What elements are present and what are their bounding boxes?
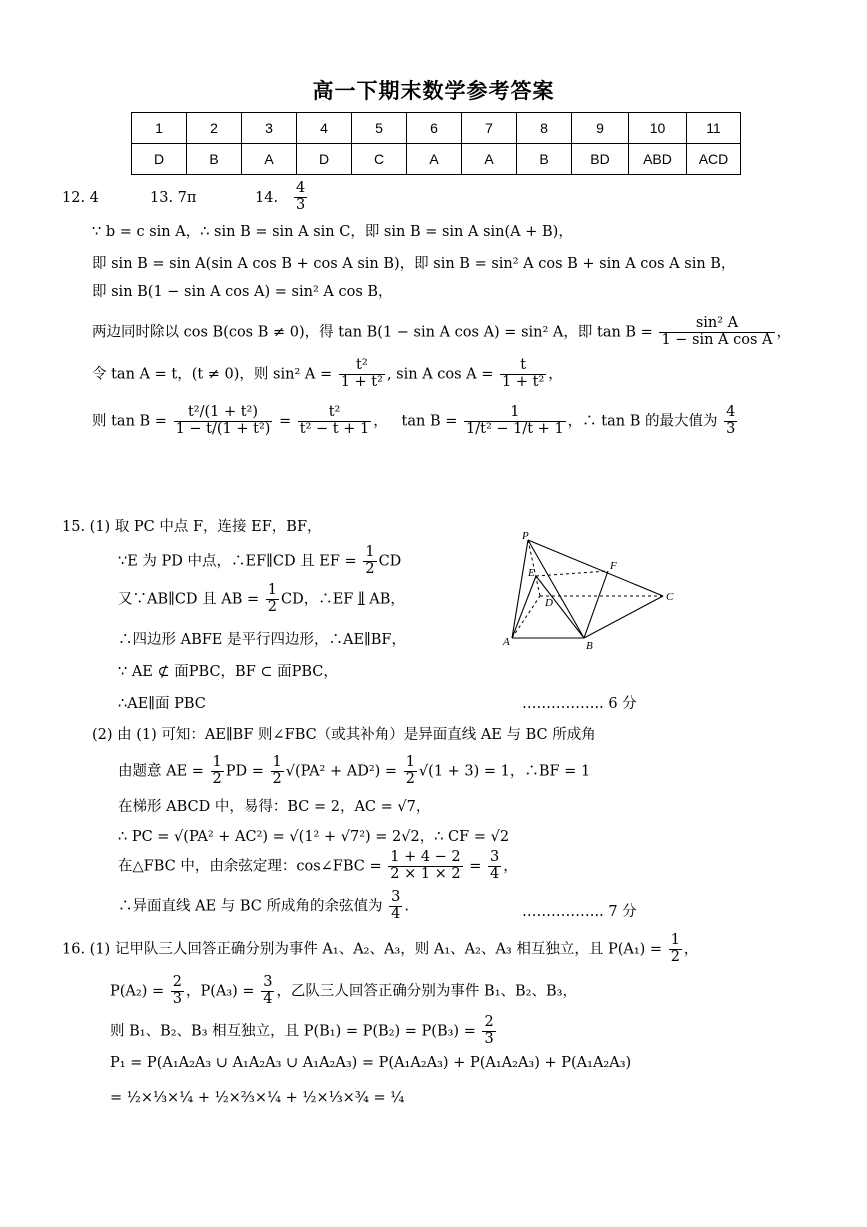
table-cell: BD (572, 144, 629, 175)
q16-line-1: 16. (1) 记甲队三人回答正确分别为事件 A₁、A₂、A₃，则 A₁、A₂、A₃ 相互独立，且 P(A₁) = $\frac{1}{2}$ ， (62, 932, 699, 965)
table-cell: B (187, 144, 242, 175)
q16-line-5: = ½×⅓×¼ + ½×⅔×¼ + ½×⅓×¾ = ¼ (110, 1090, 405, 1106)
table-cell: A (242, 144, 297, 175)
q14-line-1: ∵ b = c sin A，∴ sin B = sin A sin C，即 sin B = sin A sin(A + B)， (92, 224, 573, 240)
table-cell: 9 (572, 113, 629, 144)
q15-part2-line-1: (2) 由 (1) 可知：AE∥BF 则∠FBC（或其补角）是异面直线 AE 与 BC 所成角 (92, 727, 596, 743)
q13-answer: 13. 7π (150, 190, 197, 206)
table-cell: 1 (132, 113, 187, 144)
score-marker: …………….. 6 分 (522, 696, 637, 712)
table-cell: B (517, 144, 572, 175)
q16-line-3: 则 B₁、B₂、B₃ 相互独立，且 P(B₁) = P(B₂) = P(B₃) = $\frac{2}{3}$ (110, 1014, 494, 1047)
table-row (132, 144, 741, 175)
table-cell: D (132, 144, 187, 175)
table-cell: 3 (242, 113, 297, 144)
q14-line-5: 令 tan A = t，(t ≠ 0)，则 sin² A = $\frac{\text{t²}}{\text{1 + t²}}$ , sin A cos A = $\frac{t}{\text{1 + t²}}$ ， (92, 357, 563, 390)
table-cell: 4 (297, 113, 352, 144)
vertex-label-c: C (666, 591, 674, 603)
vertex-label-f: F (610, 560, 617, 572)
score-marker: …………….. 7 分 (522, 904, 637, 920)
q14-line-4: 两边同时除以 cos B(cos B ≠ 0)，得 tan B(1 − sin A cos A) = sin² A，即 tan B = $\frac{\text{sin² A}}{\text{1 − sin A cos A}}$ ， (92, 315, 792, 348)
page-title: 高一下期末数学参考答案 (312, 78, 555, 103)
q15-line-3: 又∵AB∥CD 且 AB = $\frac{1}{2}$ CD，∴EF ∥ AB， (118, 582, 405, 615)
vertex-label-p: P (522, 530, 529, 542)
answer-table (131, 112, 741, 175)
table-cell: A (407, 144, 462, 175)
q15-part2-line-4: ∴ PC = √(PA² + AC²) = √(1² + √7²) = 2√2，∴ CF = √2 (118, 829, 510, 845)
q15-line-2: ∵E 为 PD 中点，∴EF∥CD 且 EF = $\frac{1}{2}$ CD (118, 544, 402, 577)
q14-line-6: 则 tan B = $\frac{\text{t²/(1 + t²)}}{\text{1 − t/(1 + t²)}}$ = $\frac{\text{t²}}{\text{t² − t + 1}}$ ， tan B = $\frac{1}{\text{1/t² − 1/t + 1}}$ ，∴ tan B 的最大值为 $\frac{4}{3}$ (92, 404, 736, 437)
q15-part2-line-2: 由题意 AE = $\frac{1}{2}$ PD = $\frac{1}{2}$ √(PA² + AD²) = $\frac{1}{2}$ √(1 + 3) = 1，∴BF = 1 (118, 754, 591, 787)
vertex-label-b: B (586, 640, 593, 652)
q15-part2-line-3: 在梯形 ABCD 中，易得：BC = 2，AC = √7， (118, 799, 431, 815)
q12-answer: 12. 4 (62, 190, 99, 206)
table-cell: ABD (629, 144, 687, 175)
q15-line-5: ∵ AE ⊄ 面PBC，BF ⊂ 面PBC， (118, 664, 338, 680)
vertex-label-d: D (545, 597, 553, 609)
fraction: $\frac{4}{3}$ (296, 180, 306, 213)
pyramid-figure (498, 528, 688, 653)
q14-answer (292, 181, 309, 214)
table-cell: 5 (352, 113, 407, 144)
q15-line-1: 15. (1) 取 PC 中点 F，连接 EF，BF， (62, 519, 322, 535)
q15-part2-line-6: ∴异面直线 AE 与 BC 所成角的余弦值为 $\frac{3}{4}$ . (118, 889, 409, 922)
q14-label: 14. (255, 190, 279, 206)
fraction: $\frac{\text{sin² A}}{\text{1 − sin A cos A}}$ (661, 315, 773, 348)
q16-line-4: P₁ = P(A₁A₂A₃ ∪ A₁A₂A₃ ∪ A₁A₂A₃) = P(A₁A₂A₃) + P(A₁A₂A₃) + P(A₁A₂A₃) (110, 1055, 632, 1071)
table-cell: 7 (462, 113, 517, 144)
table-cell: ACD (687, 144, 741, 175)
q14-line-3: 即 sin B(1 − sin A cos A) = sin² A cos B， (92, 284, 393, 300)
table-row (132, 113, 741, 144)
q14-line-2: 即 sin B = sin A(sin A cos B + cos A sin B)，即 sin B = sin² A cos B + sin A cos A sin B， (92, 256, 736, 272)
q15-line-4: ∴四边形 ABFE 是平行四边形，∴AE∥BF， (118, 632, 406, 648)
table-cell: 6 (407, 113, 462, 144)
table-cell: A (462, 144, 517, 175)
table-cell: C (352, 144, 407, 175)
table-cell: D (297, 144, 352, 175)
table-cell: 10 (629, 113, 687, 144)
q16-line-2: P(A₂) = $\frac{2}{3}$ ，P(A₃) = $\frac{3}{4}$ ，乙队三人回答正确分别为事件 B₁、B₂、B₃， (110, 974, 577, 1007)
table-cell: 8 (517, 113, 572, 144)
q15-part2-line-5: 在△FBC 中，由余弦定理：cos∠FBC = $\frac{1 + 4 - 2}{2 \times 1 \times 2}$ = $\frac{3}{4}$ ， (118, 849, 518, 882)
vertex-label-e: E (528, 567, 535, 579)
table-cell: 11 (687, 113, 741, 144)
table-cell: 2 (187, 113, 242, 144)
vertex-label-a: A (503, 636, 510, 648)
q15-line-6: ∴AE∥面 PBC (118, 696, 206, 712)
